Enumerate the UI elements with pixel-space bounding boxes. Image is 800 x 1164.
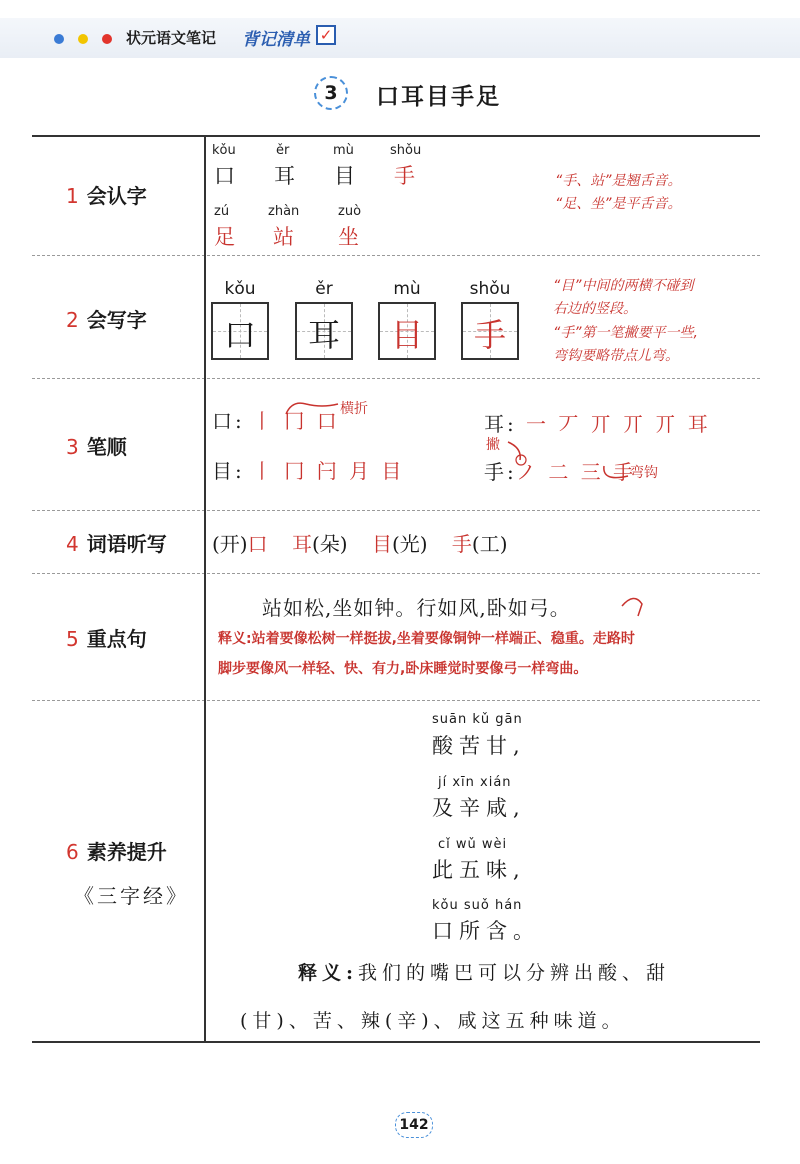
poem-pinyin: kǒu suǒ hán xyxy=(432,898,523,913)
row-title-sentence: 5 重点句 xyxy=(66,627,147,651)
pinyin: kǒu xyxy=(224,279,256,299)
pinyin: ěr xyxy=(276,143,290,158)
header-bar xyxy=(0,18,800,58)
dictation-hint: (光) xyxy=(391,532,428,556)
row-divider xyxy=(32,255,760,256)
dictation-answer: 手 xyxy=(451,532,472,556)
arrow-icon xyxy=(620,592,650,622)
character: 目 xyxy=(334,164,355,188)
stroke-sequence: 一 丆 丌 丌 丌 耳 xyxy=(526,412,711,436)
poem-pinyin: jí xīn xián xyxy=(438,775,512,790)
pinyin: mù xyxy=(393,279,421,299)
dictation-hint: (朵) xyxy=(311,532,348,556)
key-sentence: 站如松,坐如钟。行如风,卧如弓。 xyxy=(262,596,571,620)
pinyin: shǒu xyxy=(469,279,511,299)
stroke-label: 耳: xyxy=(484,412,517,436)
row-title-dictation: 4 词语听写 xyxy=(66,532,167,556)
stroke-label: 目: xyxy=(212,459,245,483)
handwritten-note: “足、坐”是平舌音。 xyxy=(555,196,682,212)
pinyin: kǒu xyxy=(212,143,236,158)
stroke-note: 横折 xyxy=(340,401,368,417)
character: 耳 xyxy=(274,164,295,188)
pinyin: ěr xyxy=(315,279,333,299)
book-title: 《三字经》 xyxy=(74,884,189,908)
yellow-dot-icon xyxy=(78,34,88,44)
row-divider xyxy=(32,378,760,379)
series-name: 状元语文笔记 xyxy=(126,29,217,47)
stroke-note: 撇 xyxy=(486,437,500,453)
column-divider xyxy=(204,136,206,1041)
poem-line: 酸苦甘, xyxy=(432,734,526,758)
table-top-border xyxy=(32,135,760,137)
poem-line: 此五味, xyxy=(432,858,526,882)
arrow-icon xyxy=(282,398,342,418)
stroke-sequence: 丨 冂 口 xyxy=(252,409,340,433)
poem-line: 口所含。 xyxy=(432,919,540,943)
row-title-recognize: 1 会认字 xyxy=(66,184,147,208)
handwritten-note: “手”第一笔撇要平一些, xyxy=(553,325,698,341)
pinyin: mù xyxy=(333,143,354,158)
sentence-explanation: 释义:站着要像松树一样挺拔,坐着要像铜钟一样端正、稳重。走路时 xyxy=(218,631,635,647)
dictation-hint: (开) xyxy=(212,532,248,556)
dictation-list xyxy=(212,528,508,557)
poem-pinyin: suān kǔ gān xyxy=(432,712,523,727)
handwritten-note: “目”中间的两横不碰到 xyxy=(553,278,694,294)
poem-pinyin: cǐ wǔ wèi xyxy=(438,837,508,852)
row-title-strokes: 3 笔顺 xyxy=(66,435,127,459)
writing-grid: 目 xyxy=(378,302,436,360)
row-title-write: 2 会写字 xyxy=(66,308,147,332)
tagline: 背记清单 xyxy=(242,30,310,50)
character: 口 xyxy=(214,164,235,188)
row-divider xyxy=(32,510,760,511)
pinyin: zuò xyxy=(338,204,362,219)
character: 坐 xyxy=(338,225,359,249)
blue-dot-icon xyxy=(54,34,64,44)
check-icon: ✓ xyxy=(316,25,336,45)
dictation-answer: 口 xyxy=(247,532,268,556)
lesson-number: 3 xyxy=(314,76,348,110)
character: 足 xyxy=(214,225,235,249)
handwritten-note: “手、站”是翘舌音。 xyxy=(555,173,682,189)
writing-grid: 口 xyxy=(211,302,269,360)
dictation-hint: (工) xyxy=(471,532,508,556)
pinyin: shǒu xyxy=(390,143,422,158)
stroke-label: 口: xyxy=(212,409,245,433)
stroke-label: 手: xyxy=(484,460,517,484)
stroke-sequence: 丨 冂 闩 月 目 xyxy=(252,459,405,483)
row-title-literacy: 6 素养提升 xyxy=(66,840,167,864)
poem-line: 及辛咸, xyxy=(432,796,526,820)
lesson-title: 口耳目手足 xyxy=(376,84,501,110)
arrow-icon xyxy=(598,464,632,488)
dictation-answer: 耳 xyxy=(291,532,312,556)
pinyin: zhàn xyxy=(268,204,300,219)
sentence-explanation: 脚步要像风一样轻、快、有力,卧床睡觉时要像弓一样弯曲。 xyxy=(218,661,588,677)
poem-explanation: (甘)、苦、辣(辛)、咸这五种味道。 xyxy=(240,1010,626,1032)
stroke-sequence: ノ 二 三 手 xyxy=(516,460,637,484)
character: 站 xyxy=(273,225,294,249)
writing-grid: 耳 xyxy=(295,302,353,360)
writing-grid: 手 xyxy=(461,302,519,360)
page-number: 142 xyxy=(395,1112,433,1138)
row-divider xyxy=(32,700,760,701)
red-dot-icon xyxy=(102,34,112,44)
handwritten-note: 右边的竖段。 xyxy=(553,301,637,317)
handwritten-note: 弯钩要略带点儿弯。 xyxy=(553,348,679,364)
dictation-answer: 目 xyxy=(371,532,392,556)
pinyin: zú xyxy=(214,204,230,219)
stroke-note: 弯钩 xyxy=(630,465,658,481)
row-divider xyxy=(32,573,760,574)
character: 手 xyxy=(394,164,415,188)
poem-explanation: 释义:我们的嘴巴可以分辨出酸、甜 xyxy=(298,962,671,984)
